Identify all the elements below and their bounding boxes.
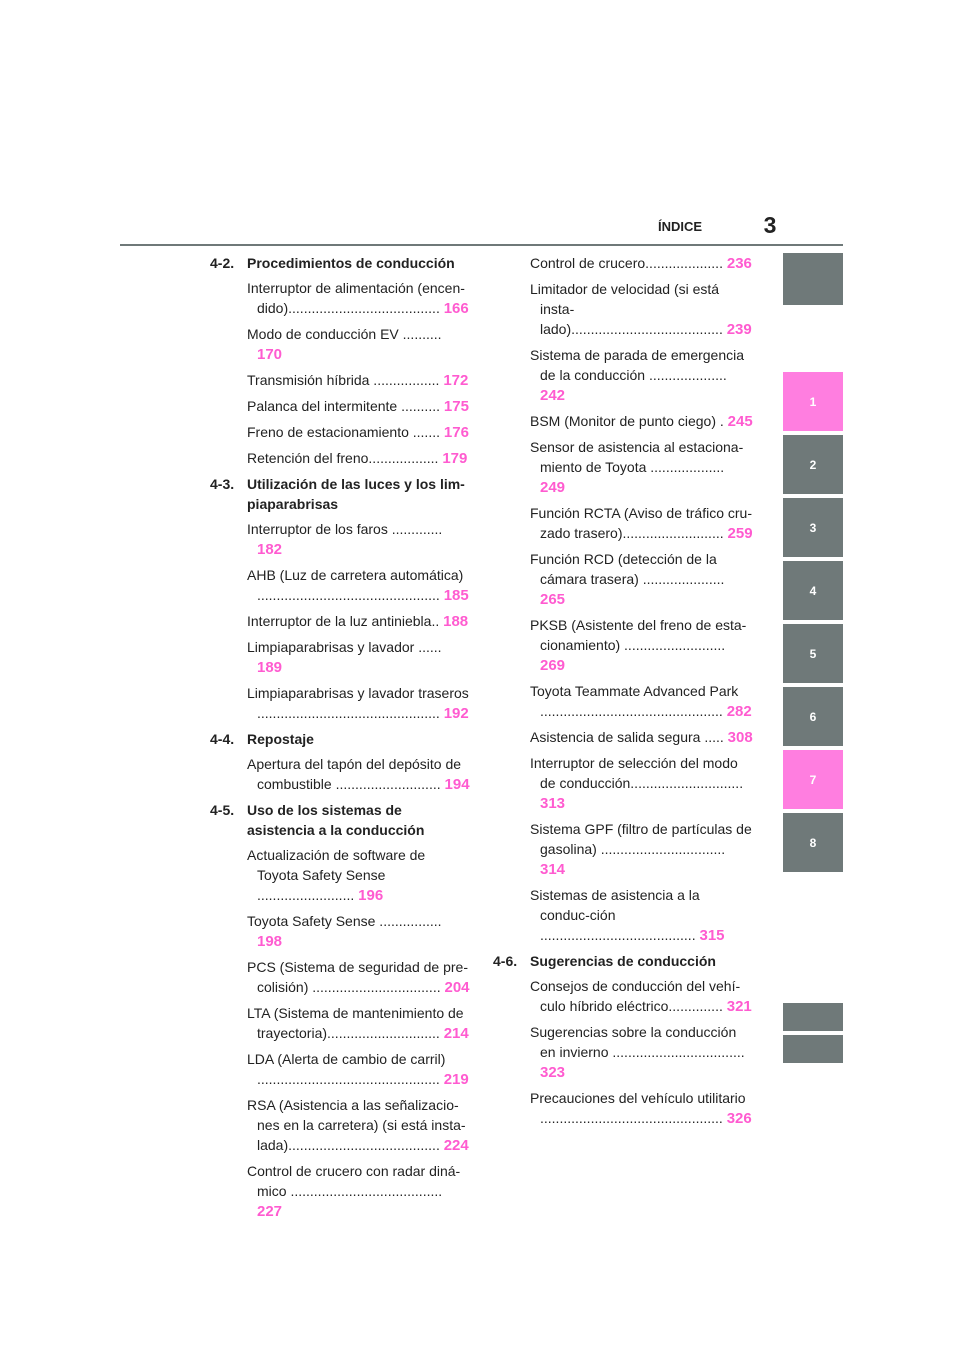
toc-page-link[interactable]: 326 xyxy=(726,1110,752,1127)
toc-page-link[interactable]: 189 xyxy=(257,659,283,676)
chapter-tab-4[interactable]: 4 xyxy=(783,561,843,620)
toc-entry[interactable] xyxy=(530,437,753,498)
toc-page-link[interactable]: 239 xyxy=(726,321,752,338)
toc-entry[interactable] xyxy=(247,448,470,469)
toc-entry[interactable] xyxy=(530,503,753,544)
toc-entry-label: Interruptor de la luz antiniebla.. xyxy=(247,613,440,629)
toc-page-link[interactable]: 214 xyxy=(443,1025,469,1042)
section-number: 4-3. xyxy=(210,476,235,492)
toc-section-heading xyxy=(210,800,470,840)
toc-page-link[interactable]: 182 xyxy=(257,541,283,558)
toc-page-link[interactable]: 188 xyxy=(443,613,469,630)
toc-entry[interactable] xyxy=(247,754,470,795)
toc-page-link[interactable]: 269 xyxy=(540,657,566,674)
toc-entry-label: Consejos de conducción del vehí-culo híbrido eléctrico.............. xyxy=(530,978,741,1014)
page-number: 3 xyxy=(763,212,777,238)
toc-section-heading xyxy=(210,729,470,749)
toc-entry[interactable] xyxy=(530,411,753,432)
section-number: 4-5. xyxy=(210,802,235,818)
toc-entry-label: Función RCTA (Aviso de tráfico cru-zado trasero).......................... xyxy=(530,505,753,541)
toc-entry[interactable] xyxy=(247,519,470,560)
toc-entry[interactable] xyxy=(530,976,753,1017)
toc-entry[interactable] xyxy=(247,1003,470,1044)
toc-page-link[interactable]: 172 xyxy=(443,372,469,389)
toc-entry-label: Transmisión híbrida ................. xyxy=(247,372,440,388)
toc-entry-label: Interruptor de selección del modo de conducción............................. xyxy=(530,755,744,791)
toc-entry[interactable] xyxy=(247,396,470,417)
toc-entry[interactable] xyxy=(530,819,753,880)
section-number: 4-4. xyxy=(210,731,235,747)
toc-page-link[interactable]: 308 xyxy=(727,729,753,746)
header-title: ÍNDICE xyxy=(657,219,703,234)
toc-page-link[interactable]: 265 xyxy=(540,591,566,608)
toc-entry[interactable] xyxy=(247,324,470,365)
toc-entry[interactable] xyxy=(530,681,753,722)
toc-entry[interactable] xyxy=(247,1161,470,1222)
toc-section-heading xyxy=(493,951,753,971)
toc-page-link[interactable]: 249 xyxy=(540,479,566,496)
toc-entry-label: AHB (Luz de carretera automática) ............................................... xyxy=(247,567,464,603)
toc-entry-label: PKSB (Asistente del freno de esta-cionamiento) .......................... xyxy=(530,617,747,653)
toc-entry-label: Retención del freno.................. xyxy=(247,450,439,466)
toc-section-heading xyxy=(210,253,470,273)
toc-page-link[interactable]: 170 xyxy=(257,346,283,363)
toc-page-link[interactable]: 196 xyxy=(358,887,384,904)
toc-entry[interactable] xyxy=(530,345,753,406)
toc-entry[interactable] xyxy=(247,957,470,998)
toc-page-link[interactable]: 245 xyxy=(727,413,753,430)
section-number: 4-2. xyxy=(210,255,235,271)
toc-page-link[interactable]: 198 xyxy=(257,933,283,950)
toc-page-link[interactable]: 282 xyxy=(726,703,752,720)
toc-entry-label: Control de crucero.................... xyxy=(530,255,723,271)
toc-entry-label: Modo de conducción EV .......... xyxy=(247,326,442,342)
toc-page-link[interactable]: 194 xyxy=(444,776,470,793)
toc-entry-label: Toyota Safety Sense ................ xyxy=(247,913,442,929)
toc-entry[interactable] xyxy=(530,885,753,946)
toc-page-link[interactable]: 321 xyxy=(726,998,752,1015)
toc-page-link[interactable]: 242 xyxy=(540,387,566,404)
toc-entry-label: PCS (Sistema de seguridad de pre-colisión) ................................. xyxy=(247,959,468,995)
toc-page-link[interactable]: 313 xyxy=(540,795,566,812)
toc-entry-label: Interruptor de alimentación (encen-dido)....................................... xyxy=(247,280,465,316)
chapter-tab-8[interactable]: 8 xyxy=(783,813,843,872)
toc-entry-label: Sistema de parada de emergencia de la conducción .................... xyxy=(530,347,745,383)
toc-entry-label: Freno de estacionamiento ....... xyxy=(247,424,440,440)
section-title: Repostaje xyxy=(247,731,314,747)
toc-page-link[interactable]: 314 xyxy=(540,861,566,878)
toc-entry[interactable] xyxy=(247,637,470,678)
chapter-tab-blank-10[interactable] xyxy=(783,1035,843,1063)
toc-entry[interactable] xyxy=(530,753,753,814)
section-title: Procedimientos de conducción xyxy=(247,255,455,271)
toc-entry[interactable] xyxy=(247,845,470,906)
toc-entry-label: Control de crucero con radar diná-mico ....................................... xyxy=(247,1163,461,1199)
chapter-tab-6[interactable]: 6 xyxy=(783,687,843,746)
toc-entry-label: Limitador de velocidad (si está insta-lado)....................................... xyxy=(530,281,723,337)
toc-entry[interactable] xyxy=(247,1095,470,1156)
section-number: 4-6. xyxy=(493,953,518,969)
toc-page-link[interactable]: 323 xyxy=(540,1064,566,1081)
toc-entry[interactable] xyxy=(530,1088,753,1129)
toc-right-column xyxy=(493,253,753,1134)
chapter-tab-3[interactable]: 3 xyxy=(783,498,843,557)
section-title: Uso de los sistemas de asistencia a la conducción xyxy=(247,802,425,838)
toc-entry-label: Toyota Teammate Advanced Park ............................................... xyxy=(530,683,739,719)
toc-entry-label: Función RCD (detección de la cámara trasera) ..................... xyxy=(530,551,725,587)
toc-entry-label: BSM (Monitor de punto ciego) . xyxy=(530,413,724,429)
toc-page-link[interactable]: 219 xyxy=(443,1071,469,1088)
toc-entry-label: LDA (Alerta de cambio de carril) ............................................... xyxy=(247,1051,446,1087)
toc-page-link[interactable]: 176 xyxy=(443,424,469,441)
toc-page-link[interactable]: 315 xyxy=(699,927,725,944)
toc-page-link[interactable]: 192 xyxy=(443,705,469,722)
toc-entry-label: Limpiaparabrisas y lavador traseros ............................................... xyxy=(247,685,469,721)
toc-entry-label: Asistencia de salida segura ..... xyxy=(530,729,724,745)
toc-section-heading xyxy=(210,474,470,514)
toc-page-link[interactable]: 204 xyxy=(444,979,470,996)
toc-entry[interactable] xyxy=(247,611,470,632)
toc-entry[interactable] xyxy=(530,253,753,274)
toc-entry[interactable] xyxy=(247,1049,470,1090)
section-title: Utilización de las luces y los lim-piaparabrisas xyxy=(247,476,465,512)
toc-entry[interactable] xyxy=(530,615,753,676)
toc-page-link[interactable]: 259 xyxy=(727,525,753,542)
toc-entry[interactable] xyxy=(530,1022,753,1083)
chapter-tab-7[interactable]: 7 xyxy=(783,750,843,809)
toc-page-link[interactable]: 166 xyxy=(443,300,469,317)
chapter-tab-1[interactable]: 1 xyxy=(783,372,843,431)
toc-left-column xyxy=(210,253,470,1227)
section-title: Sugerencias de conducción xyxy=(530,953,716,969)
toc-entry-label: Sistemas de asistencia a la conduc-ción ........................................ xyxy=(530,887,700,943)
toc-entry-label: RSA (Asistencia a las señalizacio-nes en la carretera) (si está insta-lada)....................................... xyxy=(247,1097,466,1153)
toc-entry[interactable] xyxy=(247,278,470,319)
toc-page-link[interactable]: 227 xyxy=(257,1203,283,1220)
toc-entry-label: Palanca del intermitente .......... xyxy=(247,398,440,414)
toc-entry[interactable] xyxy=(530,549,753,610)
toc-page-link[interactable]: 175 xyxy=(443,398,469,415)
toc-entry-label: LTA (Sistema de mantenimiento de trayectoria)............................. xyxy=(247,1005,464,1041)
toc-entry[interactable] xyxy=(247,370,470,391)
chapter-tab-blank-0[interactable] xyxy=(783,253,843,305)
chapter-tab-2[interactable]: 2 xyxy=(783,435,843,494)
toc-page-link[interactable]: 185 xyxy=(443,587,469,604)
toc-entry-label: Limpiaparabrisas y lavador ...... xyxy=(247,639,442,655)
toc-page-link[interactable]: 236 xyxy=(726,255,752,272)
toc-entry-label: Sistema GPF (filtro de partículas de gasolina) ................................ xyxy=(530,821,752,857)
toc-entry[interactable] xyxy=(247,565,470,606)
toc-entry-label: Sensor de asistencia al estaciona-miento de Toyota ................... xyxy=(530,439,744,475)
chapter-tab-blank-9[interactable] xyxy=(783,1003,843,1031)
toc-entry-label: Actualización de software de Toyota Safety Sense ......................... xyxy=(247,847,426,903)
toc-entry[interactable] xyxy=(530,279,753,340)
toc-entry[interactable] xyxy=(247,422,470,443)
toc-entry[interactable] xyxy=(247,683,470,724)
toc-entry-label: Sugerencias sobre la conducción en invierno .................................. xyxy=(530,1024,745,1060)
toc-page-link[interactable]: 179 xyxy=(442,450,468,467)
chapter-tab-5[interactable]: 5 xyxy=(783,624,843,683)
header-rule xyxy=(120,244,843,246)
toc-entry[interactable] xyxy=(530,727,753,748)
toc-page-link[interactable]: 224 xyxy=(443,1137,469,1154)
toc-entry[interactable] xyxy=(247,911,470,952)
toc-entry-label: Interruptor de los faros ............. xyxy=(247,521,443,537)
toc-entry-label: Precauciones del vehículo utilitario ............................................... xyxy=(530,1090,746,1126)
toc-entry-label: Apertura del tapón del depósito de combustible ........................... xyxy=(247,756,462,792)
